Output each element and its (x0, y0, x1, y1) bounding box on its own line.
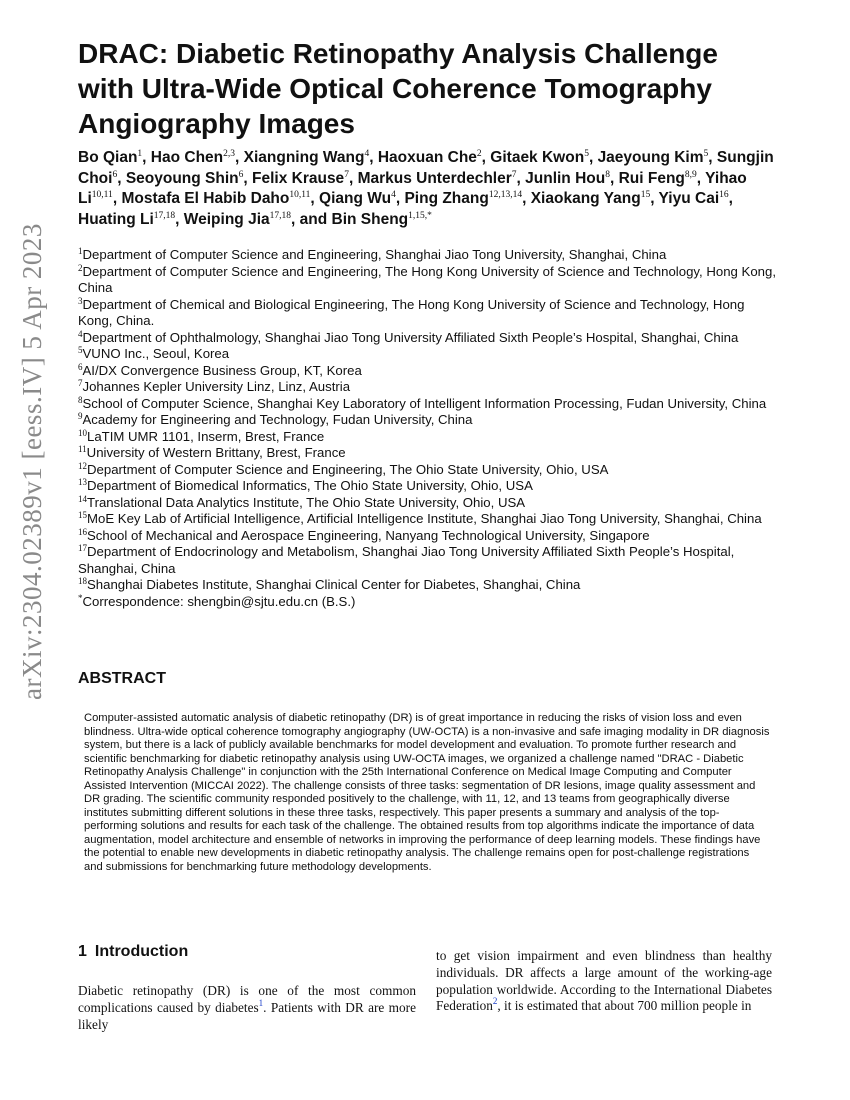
affiliation-text: Department of Computer Science and Engineering, The Ohio State University, Ohio, USA (87, 461, 609, 477)
affiliation-text: Academy for Engineering and Technology, Fudan University, China (82, 412, 473, 427)
affiliation-text: University of Western Brittany, Brest, France (86, 445, 346, 460)
author-affiliation-marker: 12,13,14 (488, 190, 523, 200)
affiliation-text: Department of Chemical and Biological Engineering, The Hong Kong University of Science and Technology, Hong Kong, China. (78, 296, 745, 328)
affiliation-text: Department of Computer Science and Engineering, Shanghai Jiao Tong University, Shanghai, China (82, 247, 667, 262)
affiliation-item (78, 544, 778, 577)
author-list: Bo Qian$^1$, Hao Chen$^{2,3}$, Xiangning Wang$^4$, Haoxuan Che$^2$, Gitaek Kwon$^5$, Jaeyoung Kim$^5$, Sungjin Choi$^6$, Seoyoung Shin$^6$, Felix Krause$^7$, Markus Unterdechler$^7$, Junlin Hou$^8$, Rui Feng$^{8,9}$, Yihao Li$^{10,11}$, Mostafa El Habib Daho$^{10,11}$, Qiang Wu$^4$, Ping Zhang$^{12,13,14}$, Xiaokang Yang$^{15}$, Yiyu Cai$^{16}$, Huating Li$^{17,18}$, Weiping Jia$^{17,18}$, and Bin Sheng$^{1,15,*}$ (78, 149, 774, 228)
author-affiliation-marker: 8 (605, 169, 610, 180)
affiliation-text: Shanghai Diabetes Institute, Shanghai Clinical Center for Diabetes, Shanghai, China (87, 577, 581, 592)
author-affiliation-marker: 2 (476, 149, 482, 159)
affiliation-text: LaTIM UMR 1101, Inserm, Brest, France (87, 428, 325, 444)
author-affiliation-marker: 10,11 (91, 190, 113, 200)
author-name: Weiping Jia (183, 210, 270, 228)
author-name: Xiangning Wang (243, 149, 365, 166)
affiliation-text: AI/DX Convergence Business Group, KT, Korea (82, 362, 362, 378)
abstract-heading: ABSTRACT (78, 670, 166, 687)
author-name: Bo Qian (78, 149, 138, 166)
affiliation-text: Department of Ophthalmology, Shanghai Jiao Tong University Affiliated Sixth People’s Hospital, Shanghai, China (82, 329, 739, 345)
affiliation-marker: 7 (78, 378, 83, 388)
author-name: Yiyu Cai (658, 190, 720, 207)
affiliation-item (78, 346, 778, 363)
affiliation-marker: 11 (78, 444, 87, 454)
body-text-left-column (78, 983, 416, 1033)
affiliation-marker: 15 (78, 510, 87, 520)
author-name: Bin Sheng (331, 210, 409, 228)
author-affiliation-marker: 5 (584, 149, 589, 159)
author-affiliation-marker: 2,3 (223, 149, 236, 159)
affiliation-item (78, 594, 778, 611)
affiliation-item (78, 264, 778, 297)
affiliation-text: Correspondence: shengbin@sjtu.edu.cn (B.S.) (82, 593, 356, 609)
author-affiliation-marker: 1,15,* (408, 210, 432, 221)
affiliation-marker: 5 (78, 345, 83, 355)
affiliation-item (78, 379, 778, 396)
affiliation-item (78, 429, 778, 446)
author-name: Mostafa El Habib Daho (121, 190, 290, 207)
author-affiliation-marker: 6 (238, 169, 244, 180)
affiliation-item (78, 478, 778, 495)
affiliation-marker: 12 (78, 460, 87, 471)
arxiv-identifier-stamp: arXiv:2304.02389v1 [eess.IV] 5 Apr 2023 (17, 223, 47, 700)
author-affiliation-marker: 17,18 (153, 210, 176, 221)
body-text-segment: , it is estimated that about 700 million people in (497, 998, 752, 1014)
author-affiliation-marker: 5 (703, 149, 709, 159)
author-affiliation-marker: 8,9 (684, 169, 697, 180)
affiliation-item (78, 577, 778, 594)
affiliation-item (78, 330, 778, 347)
affiliation-text: Johannes Kepler University Linz, Linz, Austria (82, 379, 351, 394)
body-text-segment: Diabetic retinopathy (DR) is one of the most common complications caused by diabetes (78, 983, 416, 1015)
affiliation-item (78, 297, 778, 330)
author-affiliation-marker: 7 (511, 169, 517, 180)
affiliation-item (78, 363, 778, 380)
affiliation-item (78, 495, 778, 512)
author-name: Ping Zhang (404, 190, 489, 207)
affiliation-marker: 4 (78, 328, 83, 339)
author-affiliation-marker: 10,11 (289, 190, 311, 200)
author-name: Seoyoung Shin (125, 169, 239, 187)
author-name: Xiaokang Yang (530, 190, 641, 207)
affiliation-text: Department of Biomedical Informatics, The Ohio State University, Ohio, USA (87, 478, 533, 493)
affiliation-list (78, 247, 778, 610)
affiliation-text: Department of Computer Science and Engineering, The Hong Kong University of Science and Technology, Hong Kong, China (78, 263, 776, 295)
affiliation-item (78, 511, 778, 528)
affiliation-marker: 18 (78, 576, 87, 586)
paper-title: DRAC: Diabetic Retinopathy Analysis Challenge with Ultra-Wide Optical Coherence Tomography Angiography Images (78, 38, 718, 139)
section-heading-introduction (78, 943, 188, 961)
affiliation-marker: 2 (78, 262, 83, 273)
author-name: Jaeyoung Kim (597, 149, 704, 166)
author-affiliation-marker: 1 (137, 149, 143, 159)
author-name: Haoxuan Che (377, 149, 477, 166)
affiliation-marker: 1 (78, 246, 83, 256)
affiliation-text: School of Mechanical and Aerospace Engineering, Nanyang Technological University, Singapore (87, 527, 650, 543)
affiliation-marker: 17 (78, 543, 87, 553)
body-text-segment: to get vision impairment and even blindness than healthy individuals. DR affects a large amount of the working-age population worldwide. According to the International Diabetes Federation (436, 948, 772, 1014)
affiliation-item (78, 528, 778, 545)
author-name: Junlin Hou (525, 169, 606, 187)
author-name: Gitaek Kwon (490, 149, 585, 166)
author-affiliation-marker: 17,18 (269, 210, 291, 221)
author-name: Yihao Li (78, 169, 747, 207)
affiliation-item (78, 412, 778, 429)
author-name: Qiang Wu (319, 190, 392, 207)
footnote-link[interactable]: 1 (258, 997, 264, 1008)
author-affiliation-marker: 4 (391, 190, 396, 200)
affiliation-item (78, 462, 778, 479)
affiliation-text: Department of Endocrinology and Metabolism, Shanghai Jiao Tong University Affiliated Sixth People’s Hospital, Shanghai, China (78, 544, 735, 576)
affiliation-text: School of Computer Science, Shanghai Key Laboratory of Intelligent Information Processing, Fudan University, China (82, 395, 767, 411)
affiliation-marker: 16 (78, 526, 87, 537)
author-affiliation-marker: 4 (364, 149, 370, 159)
affiliation-marker: 8 (78, 394, 83, 405)
author-name: Markus Unterdechler (357, 169, 512, 187)
section-title: Introduction (94, 943, 189, 960)
abstract-body: Computer-assisted automatic analysis of diabetic retinopathy (DR) is of great importance in reducing the risks of vision loss and even blindness. Ultra-wide optical coherence tomography angiography (UW-OCTA) is a non-invasive and safe imaging modality in DR diagnosis system, but there is a lack of publicly available benchmarks for model development and evaluation. To promote further research and scientific benchmarking for diabetic retinopathy analysis using UW-OCTA images, we organized a challenge named "DRAC - Diabetic Retinopathy Analysis Challenge" in conjunction with the 25th International Conference on Medical Image Computing and Computer Assisted Intervention (MICCAI 2022). The challenge consists of three tasks: segmentation of DR lesions, image quality assessment and DR grading. The scientific community responded positively to the challenge, with 11, 12, and 13 teams from geographically diverse institutes submitting different solutions in these three tasks, respectively. This paper presents a summary and analysis of the top-performing solutions and results for each task of the challenge. The obtained results from top algorithms indicate the importance of data augmentation, model architecture and ensemble of networks in improving the performance of deep learning models. These findings have the potential to enable new developments in diabetic retinopathy analysis. The challenge remains open for post-challenge registrations and submissions for benchmarking future methodology developments. (84, 712, 770, 874)
section-number: 1 (78, 943, 87, 960)
body-text-segment: . Patients with DR are more likely (78, 999, 416, 1032)
affiliation-marker: 6 (78, 361, 83, 372)
author-conjunction: and (299, 210, 328, 228)
author-name: Rui Feng (618, 169, 685, 187)
affiliation-marker: 14 (78, 493, 87, 504)
affiliation-marker: 13 (78, 477, 87, 487)
affiliation-text: Translational Data Analytics Institute, The Ohio State University, Ohio, USA (87, 494, 526, 510)
affiliation-marker: 3 (78, 295, 83, 306)
affiliation-item (78, 247, 778, 264)
affiliation-marker: 9 (78, 411, 83, 421)
affiliation-text: VUNO Inc., Seoul, Korea (82, 346, 230, 361)
author-name: Sungjin Choi (78, 149, 774, 187)
author-affiliation-marker: 15 (640, 190, 651, 200)
affiliation-item (78, 445, 778, 462)
body-text-right-column (436, 948, 772, 1015)
author-name: Hao Chen (150, 149, 224, 166)
author-affiliation-marker: 16 (719, 190, 729, 200)
author-affiliation-marker: 7 (344, 169, 349, 180)
affiliation-item (78, 396, 778, 413)
author-name: Huating Li (78, 210, 154, 228)
author-affiliation-marker: 6 (112, 169, 118, 180)
author-name: Felix Krause (252, 169, 345, 187)
affiliation-text: MoE Key Lab of Artificial Intelligence, Artificial Intelligence Institute, Shanghai Jiao Tong University, Shanghai, China (87, 511, 762, 526)
affiliation-marker: 10 (78, 427, 87, 438)
footnote-link[interactable]: 2 (492, 996, 498, 1007)
affiliation-marker: * (78, 592, 83, 603)
